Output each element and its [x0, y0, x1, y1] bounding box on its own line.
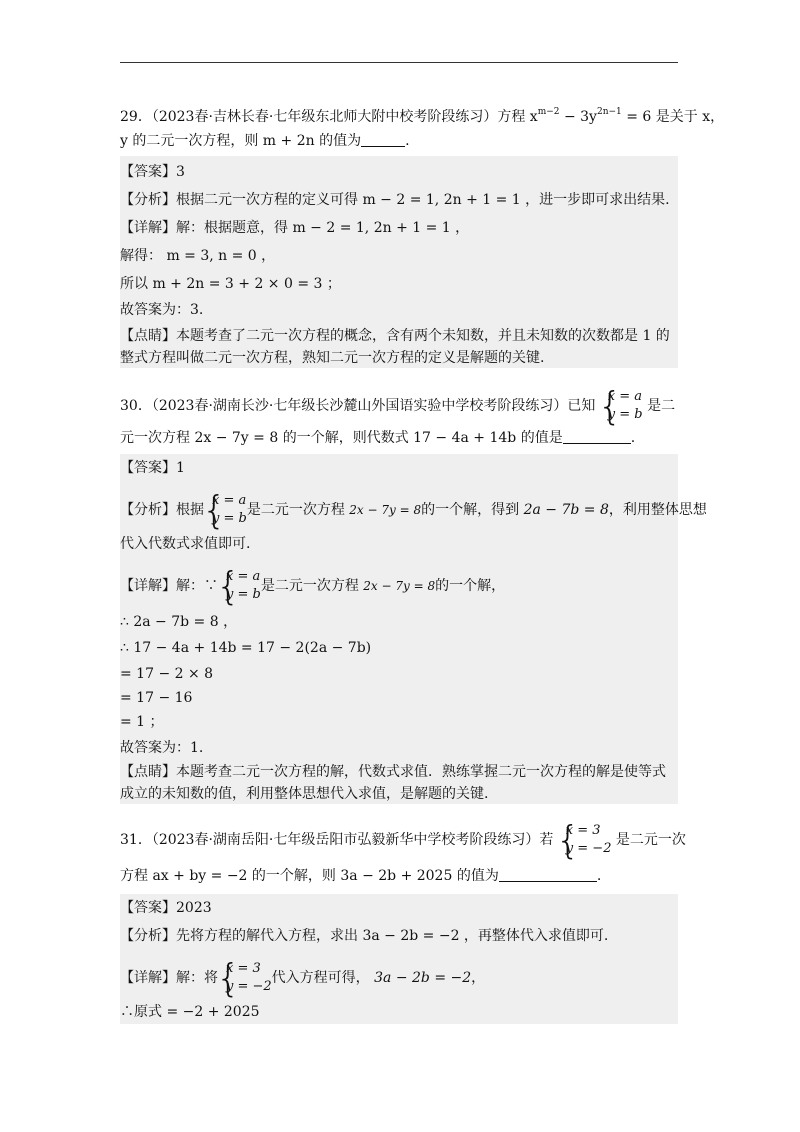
detail-31-line: ∴原式 = −2 + 2025: [120, 1004, 260, 1020]
detail-30-line: ∴ 17 − 4a + 14b = 17 − 2(2a − 7b): [120, 640, 372, 656]
header-rule: [120, 62, 678, 63]
text: ，利用整体思想: [608, 502, 707, 518]
detail-31-line: [120, 960, 485, 996]
equation-system: [558, 822, 612, 858]
q30-period: .: [630, 430, 636, 446]
detail-29-line: 故答案为：3.: [120, 302, 204, 318]
answer-31-line: 【答案】2023: [120, 900, 212, 916]
equation-system: [204, 492, 247, 528]
q29-period: .: [405, 133, 410, 149]
detail-30-line: [120, 568, 505, 604]
system-row: y = −2: [565, 841, 612, 856]
detail-30-line: = 17 − 16: [120, 690, 193, 706]
question-29-line-1: [120, 102, 725, 127]
q29-text-tail: = 6 是关于 x，: [621, 109, 725, 125]
text: 是二元一次方程: [246, 502, 345, 518]
q29-text-2: y 的二元一次方程，则 m + 2n 的值为: [120, 133, 362, 149]
system-row: { x = a: [226, 569, 261, 584]
text: 【分析】根据: [120, 502, 204, 518]
text: ，: [471, 970, 486, 986]
q31-text: 31．（2023春·湖南岳阳·七年级岳阳市弘毅新华中学校考阶段练习）若: [120, 832, 554, 848]
text: 【详解】解：将: [120, 970, 218, 986]
answer-block-30: [120, 454, 707, 804]
q31-text-tail: 是二元一次: [615, 832, 686, 848]
text: 代入方程可得，: [271, 970, 370, 986]
detail-29-line: 解得： m = 3, n = 0 ，: [120, 248, 276, 264]
answer-blank: [563, 429, 631, 444]
detail-30-line: = 17 − 2 × 8: [120, 666, 214, 682]
comment-29-line: 【点睛】本题考查了二元一次方程的概念，含有两个未知数，并且未知数的次数都是 1 的: [120, 328, 670, 344]
answer-block-31: [120, 894, 678, 1024]
equation-system: [600, 388, 643, 424]
q29-text-mid: − 3y: [559, 109, 597, 125]
question-31-line-2: [120, 866, 680, 886]
equation: 2x − 7y = 8: [349, 503, 422, 517]
q29-exponent-2: 2n−1: [596, 107, 622, 117]
comment-30-line: 【点睛】本题考查二元一次方程的解，代数式求值．熟练掌握二元一次方程的解是使等式: [120, 764, 666, 780]
detail-30-line: ∴ 2a − 7b = 8 ，: [120, 614, 238, 630]
q30-text-2: 元一次方程 2x − 7y = 8 的一个解，则代数式 17 − 4a + 14b 的值是: [120, 430, 563, 446]
equation: 2x − 7y = 8: [363, 579, 436, 593]
detail-29-line: 所以 m + 2n = 3 + 2 × 0 = 3 ；: [120, 276, 341, 292]
answer-30-line: 【答案】1: [120, 460, 185, 476]
comment-30-line: 成立的未知数的值，利用整体思想代入求值，是解题的关键.: [120, 786, 489, 802]
answer-blank: [499, 867, 597, 882]
equation: 2a − 7b = 8: [523, 502, 609, 518]
question-30-line-1: [120, 388, 680, 424]
question-31-line-1: [120, 822, 686, 858]
equation: 3a − 2b = −2: [374, 970, 472, 986]
system-row: y = −2: [226, 979, 272, 994]
system-row: y = b: [226, 587, 261, 602]
analysis-30-line: [120, 492, 707, 528]
text: 的一个解，得到: [421, 502, 520, 518]
detail-30-line: 故答案为：1.: [120, 740, 204, 756]
detail-29-line: 【详解】解：根据题意，得 m − 2 = 1, 2n + 1 = 1 ，: [120, 220, 470, 236]
system-row: y = b: [607, 407, 643, 422]
analysis-30-line: 代入代数式求值即可.: [120, 536, 251, 552]
system-row: { x = 3: [226, 961, 261, 976]
q29-exponent-1: m−2: [537, 107, 560, 117]
q31-text-2: 方程 ax + by = −2 的一个解，则 3a − 2b + 2025 的值为: [120, 868, 499, 884]
q30-text-tail: 是二: [647, 398, 676, 414]
answer-blank: [361, 132, 405, 147]
system-row: { x = a: [212, 493, 247, 508]
text: 的一个解，: [435, 578, 506, 594]
equation-system: [218, 568, 261, 604]
answer-block-29: [120, 156, 678, 368]
question-29-line-2: [120, 131, 680, 151]
q30-text: 30．（2023春·湖南长沙·七年级长沙麓山外国语实验中学校考阶段练习）已知: [120, 398, 596, 414]
question-30-line-2: [120, 428, 680, 448]
q29-text: 29．（2023春·吉林长春·七年级东北师大附中校考阶段练习）方程 x: [120, 109, 538, 125]
system-row: { x = 3: [565, 823, 601, 838]
q31-period: .: [596, 868, 602, 884]
system-row: { x = a: [607, 389, 643, 404]
analysis-29-line: 【分析】根据二元一次方程的定义可得 m − 2 = 1, 2n + 1 = 1 ，进一步即可求出结果.: [120, 192, 670, 208]
equation-system: [218, 960, 272, 996]
system-row: y = b: [212, 511, 247, 526]
text: 是二元一次方程: [260, 578, 359, 594]
text: 【详解】解：∵: [120, 578, 218, 594]
answer-29-line: 【答案】3: [120, 164, 185, 180]
detail-30-line: = 1 ；: [120, 714, 164, 730]
comment-29-line: 整式方程叫做二元一次方程，熟知二元一次方程的定义是解题的关键.: [120, 350, 545, 366]
analysis-31-line: 【分析】先将方程的解代入方程，求出 3a − 2b = −2 ，再整体代入求值即可.: [120, 928, 609, 944]
